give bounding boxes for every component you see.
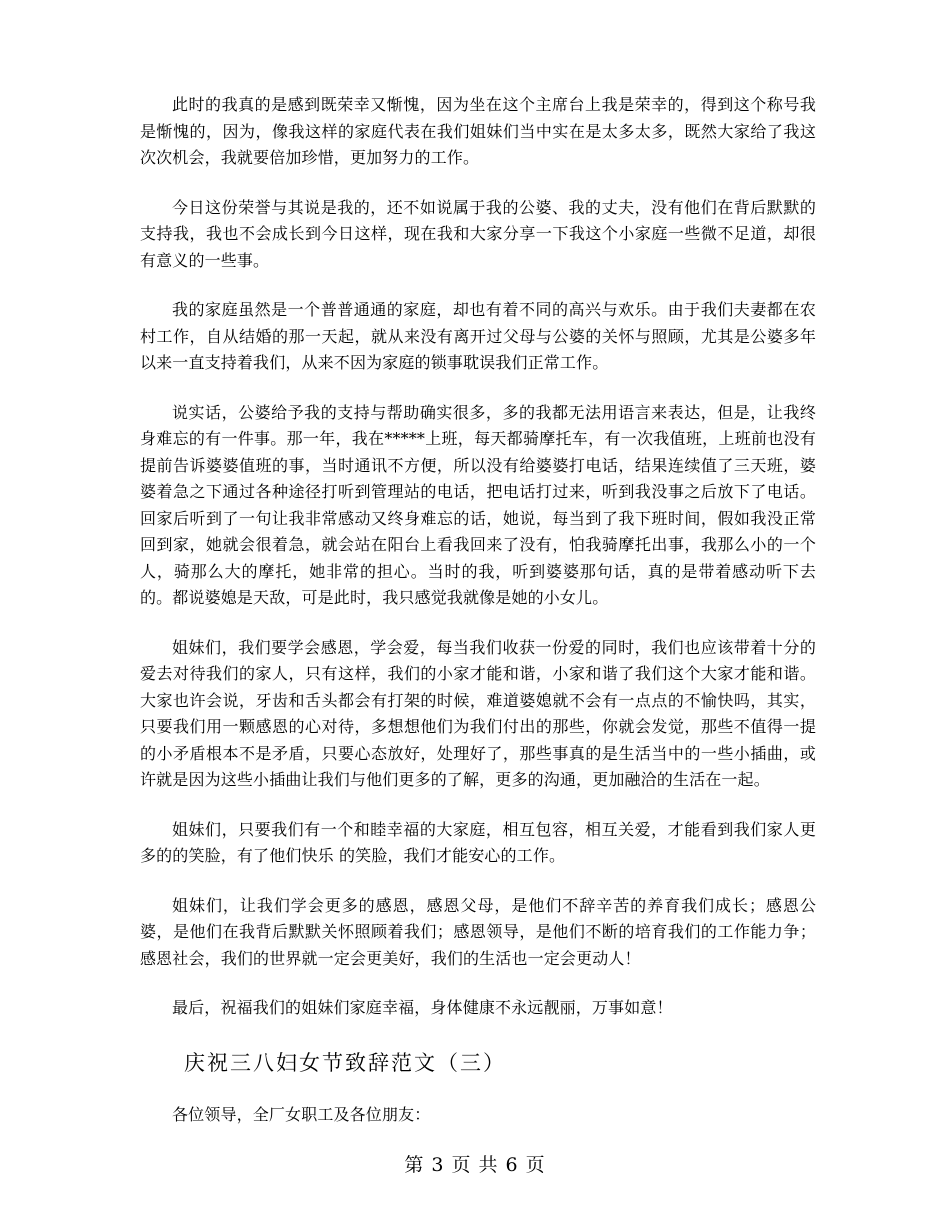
section-title: 庆祝三八妇女节致辞范文（三） [184, 1050, 506, 1075]
paragraph: 我的家庭虽然是一个普普通通的家庭，却也有着不同的高兴与欢乐。由于我们夫妻都在农村工作，自从结婚的那一天起，就从来没有离开过父母与公婆的关怀与照顾，尤其是公婆多年以来一直支持着我们，从来不因为家庭的锁事耽误我们正常工作。 [140, 300, 816, 372]
paragraph: 说实话，公婆给予我的支持与帮助确实很多，多的我都无法用语言来表达，但是，让我终身难忘的有一件事。那一年，我在*****上班，每天都骑摩托车，有一次我值班，上班前也没有提前告诉婆婆值班的事，当时通讯不方便，所以没有给婆婆打电话，结果连续值了三天班，婆婆着急之下通过各种途径打听到管理站的电话，把电话打过来，听到我没事之后放下了电话。回家后听到了一句让我非常感动又终身难忘的话，她说，每当到了我下班时间，假如我没正常回到家，她就会很着急，就会站在阳台上看我回来了没有，怕我骑摩托出事，我那么小的一个人，骑那么大的摩托，她非常的担心。当时的我，听到婆婆那句话，真的是带着感动听下去的。都说婆媳是天敌，可是此时，我只感觉我就像是她的小女儿。 [140, 402, 816, 607]
paragraph: 今日这份荣誉与其说是我的，还不如说属于我的公婆、我的丈夫，没有他们在背后默默的支持我，我也不会成长到今日这样，现在我和大家分享一下我这个小家庭一些微不足道，却很有意义的一些事。 [140, 197, 816, 270]
paragraph: 姐妹们，只要我们有一个和睦幸福的大家庭，相互包容，相互关爱，才能看到我们家人更多的的笑脸，有了他们快乐 的笑脸，我们才能安心的工作。 [140, 819, 816, 865]
paragraph: 此时的我真的是感到既荣幸又惭愧，因为坐在这个主席台上我是荣幸的，得到这个称号我是惭愧的，因为，像我这样的家庭代表在我们姐妹们当中实在是太多太多，既然大家给了我这次次机会，我就要倍加珍惜，更加努力的工作。 [140, 95, 816, 167]
salutation: 各位领导，全厂女职工及各位朋友： [172, 1104, 431, 1124]
paragraph: 姐妹们，让我们学会更多的感恩，感恩父母，是他们不辞辛苦的养育我们成长；感恩公婆，是他们在我背后默默关怀照顾着我们；感恩领导，是他们不断的培育我们的工作能力争；感恩社会，我们的世界就一定会更美好，我们的生活也一定会更动人！ [140, 895, 816, 968]
paragraph: 最后，祝福我们的姐妹们家庭幸福，身体健康不永远靓丽，万事如意！ [172, 998, 673, 1017]
document-body [140, 92, 816, 1151]
paragraph: 姐妹们，我们要学会感恩，学会爱，每当我们收获一份爱的同时，我们也应该带着十分的爱去对待我们的家人，只有这样，我们的小家才能和谐，小家和谐了我们这个大家才能和谐。大家也许会说，牙齿和舌头都会有打架的时候，难道婆媳就不会有一点点的不愉快吗，其实，只要我们用一颗感恩的心对待，多想想他们为我们付出的那些，你就会发觉，那些不值得一提的小矛盾根本不是矛盾，只要心态放好，处理好了，那些事真的是生活当中的一些小插曲，或许就是因为这些小插曲让我们与他们更多的了解，更多的沟通，更加融洽的生活在一起。 [140, 637, 816, 789]
page-number-footer: 第 3 页 共 6 页 [404, 1154, 546, 1176]
